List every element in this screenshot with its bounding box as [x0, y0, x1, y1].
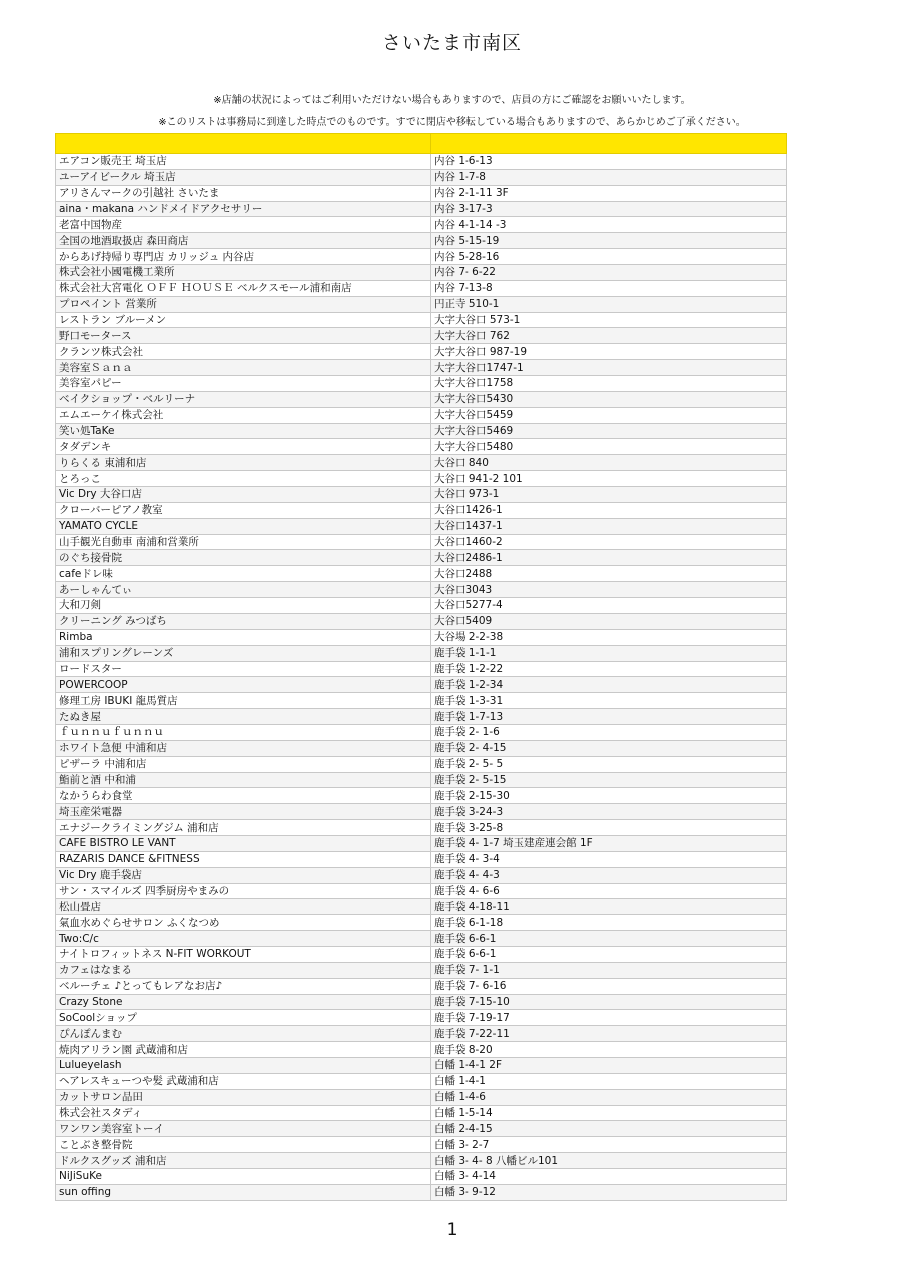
store-name-cell: エムエーケイ株式会社 [56, 407, 431, 423]
table-row [56, 883, 787, 899]
table-row [56, 407, 787, 423]
store-name-cell: aina・makana ハンドメイドアクセサリー [56, 201, 431, 217]
store-name-cell: ナイトロフィットネス N-FIT WORKOUT [56, 946, 431, 962]
address-cell: 鹿手袋 1-3-31 [431, 693, 787, 709]
address-cell: 鹿手袋 3-25-8 [431, 820, 787, 836]
table-row [56, 439, 787, 455]
store-name-cell: CAFE BISTRO LE VANT [56, 835, 431, 851]
store-name-cell: クローバーピアノ教室 [56, 502, 431, 518]
address-cell: 鹿手袋 4- 1-7 埼玉建産連会館 1F [431, 835, 787, 851]
table-row [56, 518, 787, 534]
table-row [56, 978, 787, 994]
address-cell: 鹿手袋 2- 1-6 [431, 724, 787, 740]
address-cell: 白幡 1-4-6 [431, 1089, 787, 1105]
store-name-cell: NiJiSuKe [56, 1169, 431, 1185]
store-name-cell: SoCoolショップ [56, 1010, 431, 1026]
store-name-cell: ぴんぽんまむ [56, 1026, 431, 1042]
table-row [56, 249, 787, 265]
address-cell: 鹿手袋 4- 3-4 [431, 851, 787, 867]
table-row [56, 820, 787, 836]
address-cell: 鹿手袋 1-1-1 [431, 645, 787, 661]
store-name-cell: クリーニング みつばち [56, 613, 431, 629]
address-cell: 大字大谷口5469 [431, 423, 787, 439]
address-cell: 大字大谷口5480 [431, 439, 787, 455]
store-name-cell: ヘアレスキューつや髪 武蔵浦和店 [56, 1073, 431, 1089]
address-cell: 大谷口5409 [431, 613, 787, 629]
table-row [56, 1169, 787, 1185]
store-name-cell: 焼肉アリラン園 武蔵浦和店 [56, 1042, 431, 1058]
store-name-cell: ベルーチェ ♪とってもレアなお店♪ [56, 978, 431, 994]
header-address [431, 134, 787, 154]
address-cell: 鹿手袋 2-15-30 [431, 788, 787, 804]
store-name-cell: エアコン販売王 埼玉店 [56, 154, 431, 170]
store-name-cell: 浦和スプリングレーンズ [56, 645, 431, 661]
address-cell: 鹿手袋 1-2-22 [431, 661, 787, 677]
address-cell: 内谷 3-17-3 [431, 201, 787, 217]
address-cell: 内谷 2-1-11 3F [431, 185, 787, 201]
store-name-cell: 鮨前と酒 中和浦 [56, 772, 431, 788]
table-row [56, 1184, 787, 1200]
table-row [56, 217, 787, 233]
table-row [56, 566, 787, 582]
store-name-cell: りらくる 東浦和店 [56, 455, 431, 471]
store-name-cell: ドルクスグッズ 浦和店 [56, 1153, 431, 1169]
address-cell: 鹿手袋 7- 6-16 [431, 978, 787, 994]
address-cell: 内谷 4-1-14 -3 [431, 217, 787, 233]
table-row [56, 265, 787, 281]
store-list-table [55, 133, 787, 1201]
page-number: 1 [446, 1220, 458, 1240]
address-cell: 白幡 1-4-1 [431, 1073, 787, 1089]
address-cell: 大字大谷口 987-19 [431, 344, 787, 360]
table-row [56, 502, 787, 518]
table-row [56, 677, 787, 693]
table-row [56, 344, 787, 360]
store-name-cell: 全国の地酒取扱店 森田商店 [56, 233, 431, 249]
table-row [56, 423, 787, 439]
table-row [56, 788, 787, 804]
store-name-cell: 大和刀剣 [56, 598, 431, 614]
table-row [56, 487, 787, 503]
store-name-cell: ロードスター [56, 661, 431, 677]
store-name-cell: あーしゃんてぃ [56, 582, 431, 598]
table-row [56, 756, 787, 772]
table-row [56, 645, 787, 661]
table-row [56, 1073, 787, 1089]
table-row [56, 724, 787, 740]
store-name-cell: YAMATO CYCLE [56, 518, 431, 534]
store-name-cell: sun offing [56, 1184, 431, 1200]
address-cell: 鹿手袋 4-18-11 [431, 899, 787, 915]
store-name-cell: Vic Dry 大谷口店 [56, 487, 431, 503]
page-title: さいたま市南区 [381, 32, 522, 54]
store-name-cell: カットサロン品田 [56, 1089, 431, 1105]
table-row [56, 931, 787, 947]
address-cell: 鹿手袋 7- 1-1 [431, 962, 787, 978]
address-cell: 大字大谷口 573-1 [431, 312, 787, 328]
address-cell: 大谷口2488 [431, 566, 787, 582]
store-name-cell: 美容室Ｓａｎａ [56, 360, 431, 376]
address-cell: 大谷口 973-1 [431, 487, 787, 503]
address-cell: 大谷口1426-1 [431, 502, 787, 518]
address-cell: 鹿手袋 1-2-34 [431, 677, 787, 693]
table-row [56, 740, 787, 756]
table-row [56, 1137, 787, 1153]
store-name-cell: 松山畳店 [56, 899, 431, 915]
table-row [56, 1010, 787, 1026]
table-row [56, 391, 787, 407]
table-row [56, 280, 787, 296]
table-row [56, 1105, 787, 1121]
address-cell: 鹿手袋 8-20 [431, 1042, 787, 1058]
store-name-cell: ワンワン美容室トーイ [56, 1121, 431, 1137]
store-name-cell: 修理工房 IBUKI 龍馬質店 [56, 693, 431, 709]
store-name-cell: タダデンキ [56, 439, 431, 455]
table-row [56, 772, 787, 788]
address-cell: 大字大谷口5459 [431, 407, 787, 423]
table-row [56, 360, 787, 376]
store-name-cell: レストラン ブルーメン [56, 312, 431, 328]
store-name-cell: エナジークライミングジム 浦和店 [56, 820, 431, 836]
store-name-cell: ｆｕｎｎｕｆｕｎｎｕ [56, 724, 431, 740]
notice-store-status: ※店舗の状況によってはご利用いただけない場合もありますので、店員の方にご確認をお願いいたします。 [213, 95, 691, 106]
store-name-cell: ベイクショップ・ベルリーナ [56, 391, 431, 407]
address-cell: 大谷口 840 [431, 455, 787, 471]
table-row [56, 915, 787, 931]
notice-list-disclaimer: ※このリストは事務局に到達した時点でのものです。すでに閉店や移転している場合もありますので、あらかじめご了承ください。 [158, 117, 746, 128]
address-cell: 大字大谷口 762 [431, 328, 787, 344]
address-cell: 白幡 1-4-1 2F [431, 1057, 787, 1073]
store-name-cell: Lulueyelash [56, 1057, 431, 1073]
address-cell: 円正寺 510-1 [431, 296, 787, 312]
address-cell: 内谷 7- 6-22 [431, 265, 787, 281]
store-name-cell: クランツ株式会社 [56, 344, 431, 360]
table-row [56, 613, 787, 629]
address-cell: 白幡 3- 4-14 [431, 1169, 787, 1185]
address-cell: 鹿手袋 2- 5- 5 [431, 756, 787, 772]
address-cell: 鹿手袋 6-1-18 [431, 915, 787, 931]
table-row [56, 962, 787, 978]
store-name-cell: プロペイント 営業所 [56, 296, 431, 312]
address-cell: 鹿手袋 6-6-1 [431, 931, 787, 947]
store-name-cell: 株式会社大宮電化 ＯＦＦ ＨＯＵＳＥ ベルクスモール浦和南店 [56, 280, 431, 296]
table-row [56, 1026, 787, 1042]
address-cell: 鹿手袋 2- 5-15 [431, 772, 787, 788]
address-cell: 内谷 1-7-8 [431, 169, 787, 185]
store-name-cell: ホワイト急便 中浦和店 [56, 740, 431, 756]
store-name-cell: 山手観光自動車 南浦和営業所 [56, 534, 431, 550]
header-store-name [56, 134, 431, 154]
table-row [56, 201, 787, 217]
address-cell: 大谷口1460-2 [431, 534, 787, 550]
address-cell: 鹿手袋 4- 6-6 [431, 883, 787, 899]
store-name-cell: のぐち接骨院 [56, 550, 431, 566]
table-row [56, 233, 787, 249]
address-cell: 白幡 3- 4- 8 八幡ビル101 [431, 1153, 787, 1169]
store-name-cell: 埼玉産栄電器 [56, 804, 431, 820]
store-name-cell: たぬき屋 [56, 709, 431, 725]
store-name-cell: なかうらわ食堂 [56, 788, 431, 804]
table-row [56, 693, 787, 709]
store-name-cell: Vic Dry 鹿手袋店 [56, 867, 431, 883]
table-row [56, 455, 787, 471]
store-name-cell: Two:C/c [56, 931, 431, 947]
table-row [56, 582, 787, 598]
table-body [56, 154, 787, 1201]
table-row [56, 598, 787, 614]
store-name-cell: ピザーラ 中浦和店 [56, 756, 431, 772]
address-cell: 大谷口1437-1 [431, 518, 787, 534]
table-row [56, 471, 787, 487]
address-cell: 鹿手袋 7-15-10 [431, 994, 787, 1010]
store-name-cell: ユーアイビークル 埼玉店 [56, 169, 431, 185]
store-name-cell: Rimba [56, 629, 431, 645]
store-name-cell: RAZARIS DANCE &FITNESS [56, 851, 431, 867]
table-row [56, 550, 787, 566]
store-name-cell: 笑い処TaKe [56, 423, 431, 439]
table-row [56, 629, 787, 645]
address-cell: 白幡 3- 2-7 [431, 1137, 787, 1153]
address-cell: 鹿手袋 3-24-3 [431, 804, 787, 820]
store-name-cell: 美容室パピー [56, 376, 431, 392]
table-row [56, 804, 787, 820]
table-row [56, 1057, 787, 1073]
store-name-cell: とろっこ [56, 471, 431, 487]
address-cell: 鹿手袋 4- 4-3 [431, 867, 787, 883]
store-name-cell: POWERCOOP [56, 677, 431, 693]
address-cell: 鹿手袋 7-19-17 [431, 1010, 787, 1026]
table-header-row [56, 134, 787, 154]
address-cell: 鹿手袋 7-22-11 [431, 1026, 787, 1042]
table-row [56, 867, 787, 883]
table-row [56, 994, 787, 1010]
address-cell: 大字大谷口1747-1 [431, 360, 787, 376]
table-row [56, 661, 787, 677]
store-name-cell: アリさんマークの引越社 さいたま [56, 185, 431, 201]
table-row [56, 1153, 787, 1169]
store-name-cell: 老富中国物産 [56, 217, 431, 233]
table-row [56, 851, 787, 867]
store-name-cell: サン・スマイルズ 四季厨房やまみの [56, 883, 431, 899]
table-row [56, 154, 787, 170]
address-cell: 大字大谷口1758 [431, 376, 787, 392]
address-cell: 白幡 2-4-15 [431, 1121, 787, 1137]
address-cell: 白幡 3- 9-12 [431, 1184, 787, 1200]
table-row [56, 296, 787, 312]
address-cell: 鹿手袋 2- 4-15 [431, 740, 787, 756]
address-cell: 大谷口 941-2 101 [431, 471, 787, 487]
table-row [56, 328, 787, 344]
store-name-cell: ことぶき整骨院 [56, 1137, 431, 1153]
address-cell: 大字大谷口5430 [431, 391, 787, 407]
store-name-cell: Crazy Stone [56, 994, 431, 1010]
table-row [56, 1089, 787, 1105]
address-cell: 鹿手袋 6-6-1 [431, 946, 787, 962]
store-list-table-wrapper [55, 133, 786, 1201]
address-cell: 内谷 7-13-8 [431, 280, 787, 296]
store-name-cell: 株式会社小國電機工業所 [56, 265, 431, 281]
table-row [56, 835, 787, 851]
address-cell: 内谷 5-28-16 [431, 249, 787, 265]
table-row [56, 169, 787, 185]
table-row [56, 1121, 787, 1137]
table-row [56, 946, 787, 962]
address-cell: 大谷口5277-4 [431, 598, 787, 614]
table-row [56, 534, 787, 550]
table-row [56, 899, 787, 915]
address-cell: 内谷 1-6-13 [431, 154, 787, 170]
store-name-cell: 野口モータース [56, 328, 431, 344]
store-name-cell: 氣血水めぐらせサロン ふくなつめ [56, 915, 431, 931]
table-row [56, 376, 787, 392]
address-cell: 大谷口2486-1 [431, 550, 787, 566]
address-cell: 大谷口3043 [431, 582, 787, 598]
store-name-cell: カフェはなまる [56, 962, 431, 978]
store-name-cell: からあげ持帰り専門店 カリッジュ 内谷店 [56, 249, 431, 265]
table-row [56, 709, 787, 725]
table-row [56, 1042, 787, 1058]
address-cell: 白幡 1-5-14 [431, 1105, 787, 1121]
address-cell: 鹿手袋 1-7-13 [431, 709, 787, 725]
table-row [56, 185, 787, 201]
address-cell: 内谷 5-15-19 [431, 233, 787, 249]
store-name-cell: cafeドレ味 [56, 566, 431, 582]
table-row [56, 312, 787, 328]
store-name-cell: 株式会社スタディ [56, 1105, 431, 1121]
address-cell: 大谷場 2-2-38 [431, 629, 787, 645]
